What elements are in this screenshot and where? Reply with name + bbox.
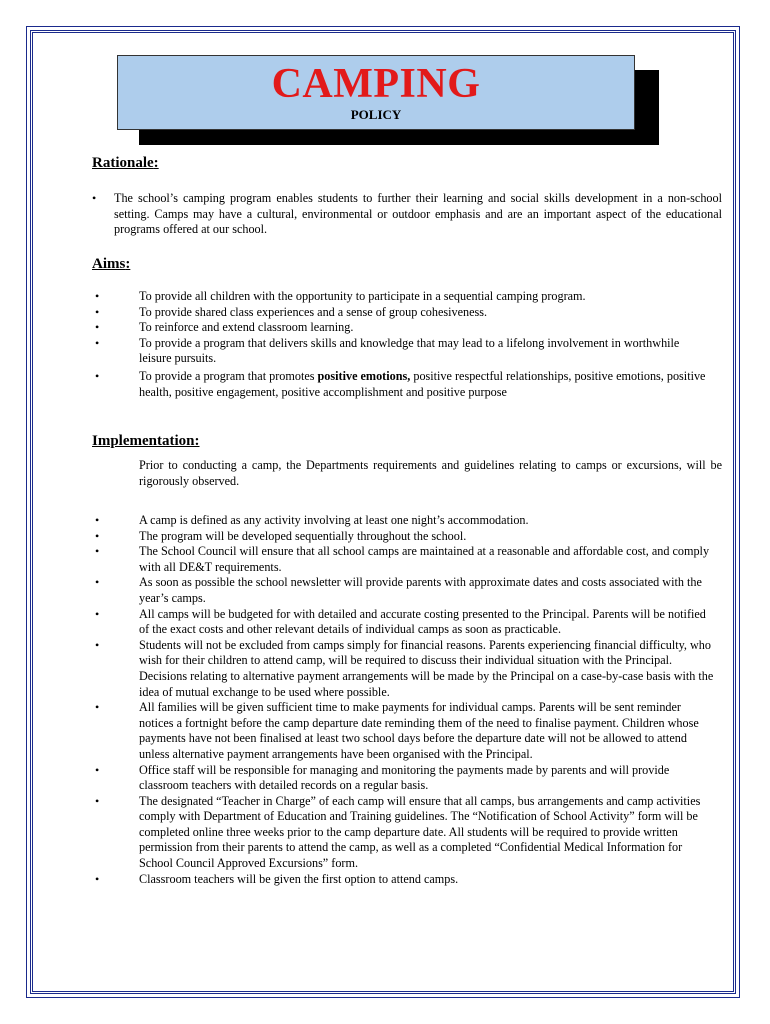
document-title: CAMPING	[271, 61, 481, 107]
bullet-icon: •	[95, 762, 100, 777]
aims-list-emphasis	[95, 369, 714, 400]
implementation-intro: Prior to conducting a camp, the Departments requirements and guidelines relating to camps or excursions, will be rigorously observed.	[139, 458, 722, 488]
bullet-icon: •	[95, 544, 100, 559]
title-box	[117, 55, 635, 130]
bullet-icon: •	[95, 575, 100, 590]
bullet-icon: •	[95, 793, 100, 808]
list-item: • To reinforce and extend classroom learning.	[95, 320, 354, 335]
bullet-icon: •	[95, 637, 100, 652]
bullet-icon: •	[95, 320, 100, 335]
list-item: • Students will not be excluded from camps simply for financial reasons. Parents experiencing financial difficulty, who wish for their children to attend camp, will be required to discuss their individual situation with the Principal. Decisions relating to alternative payment arrangements will be made by the Principal on a case-by-case basis with the idea of mutual exchange to be used where possible.	[95, 637, 714, 699]
rationale-heading: Rationale:	[92, 155, 159, 171]
bullet-icon: •	[95, 335, 100, 350]
aims-heading: Aims:	[92, 256, 131, 272]
rationale-list	[92, 191, 722, 238]
list-item: • A camp is defined as any activity involving at least one night’s accommodation.	[95, 513, 529, 527]
list-item: • To provide a program that delivers skills and knowledge that may lead to a lifelong involvement in worthwhile leisure pursuits.	[95, 335, 680, 366]
list-item: • To provide a program that promotes positive emotions, positive respectful relationships, positive emotions, positive health, positive engagement, positive accomplishment and positive purpose	[95, 369, 706, 399]
bullet-icon: •	[95, 289, 100, 303]
list-item: • To provide shared class experiences and a sense of group cohesiveness.	[95, 304, 488, 319]
bullet-icon: •	[95, 871, 100, 886]
list-item: • All camps will be budgeted for with detailed and accurate costing presented to the Principal. Parents will be notified of the exact costs and other relevant details of individual camps as soon as practicable.	[95, 606, 706, 637]
list-item: • To provide all children with the opportunity to participate in a sequential camping program.	[95, 289, 586, 303]
bullet-icon: •	[92, 191, 97, 205]
bullet-icon: •	[95, 513, 100, 527]
list-item: • All families will be given sufficient time to make payments for individual camps. Parents will be sent reminder notices a fortnight before the camp departure date reminding them of the need to finalise payment. Children whose payments have not been finalised at least two school days before the departure date will not be allowed to attend unless alternative payment arrangements have been organised with the Principal.	[95, 700, 699, 761]
list-item: • As soon as possible the school newsletter will provide parents with approximate dates and costs associated with the year’s camps.	[95, 575, 702, 605]
implementation-list	[95, 513, 717, 887]
list-item: • Office staff will be responsible for managing and monitoring the payments made by parents and will provide classroom teachers with detailed records on a regular basis.	[95, 762, 670, 793]
bullet-icon: •	[95, 528, 100, 543]
list-item: • The designated “Teacher in Charge” of each camp will ensure that all camps, bus arrangements and camp activities comply with Department of Education and Training guidelines. The “Notification of School Activity” form will be completed online three weeks prior to the camp departure date. All students will be required to provide written permission from their parents to attend the camp, as well as a completed “Confidential Medical Information for School Council Approved Excursions” form.	[95, 793, 701, 871]
list-item: • The school’s camping program enables students to further their learning and social skills development in a non-school setting. Camps may have a cultural, environmental or outdoor emphasis and are an important aspect of the educational programs offered at our school.	[92, 191, 722, 237]
list-item: • The program will be developed sequentially throughout the school.	[95, 528, 467, 543]
list-item: • The School Council will ensure that all school camps are maintained at a reasonable and affordable cost, and comply with all DE&T requirements.	[95, 544, 710, 574]
bullet-icon: •	[95, 369, 100, 383]
bullet-icon: •	[95, 304, 100, 319]
aims-list	[95, 289, 714, 367]
bullet-icon: •	[95, 606, 100, 621]
bullet-icon: •	[95, 700, 100, 715]
implementation-heading: Implementation:	[92, 433, 200, 449]
document-subtitle: POLICY	[350, 107, 402, 122]
list-item: • Classroom teachers will be given the first option to attend camps.	[95, 871, 459, 886]
